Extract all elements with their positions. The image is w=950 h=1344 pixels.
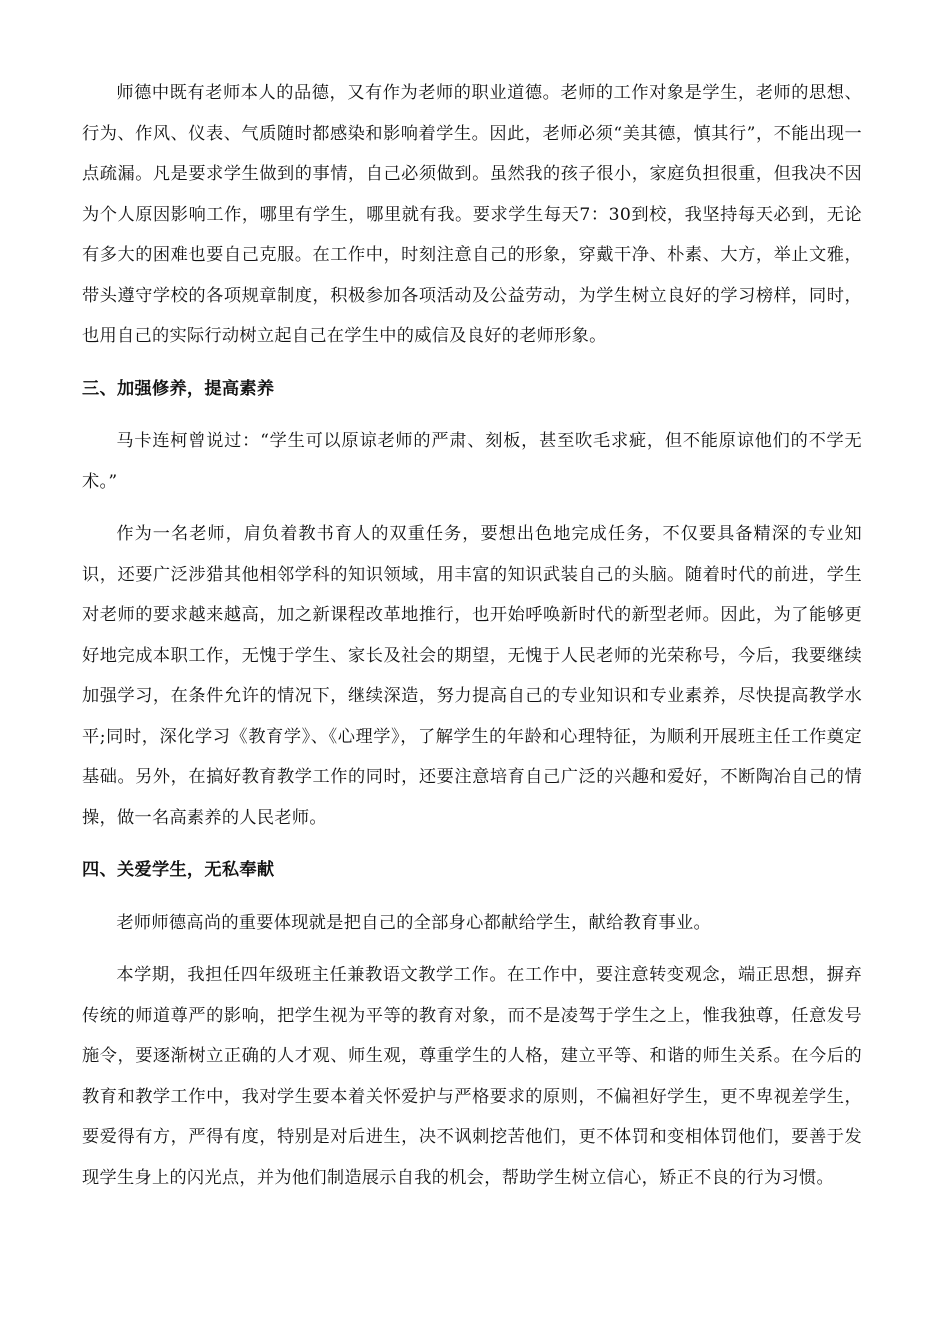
section-heading-4: 四、关爱学生，无私奉献 — [82, 860, 275, 880]
paragraph-makarenko-quote: 马卡连柯曾说过：“学生可以原谅老师的严肃、刻板，甚至吹毛求疵，但不能原谅他们的不学无术。” — [82, 431, 862, 492]
section-heading-3: 三、加强修养，提高素养 — [82, 378, 275, 399]
document-body — [82, 73, 862, 1210]
paragraph-teacher-ethics: 师德中既有老师本人的品德，又有作为老师的职业道德。老师的工作对象是学生，老师的思想、行为、作风、仪表、气质随时都感染和影响着学生。因此，老师必须“美其德，慎其行”，不能出现一点疏漏。凡是要求学生做到的事情，自己必须做到。虽然我的孩子很小，家庭负担很重，但我决不因为个人原因影响工作，哪里有学生，哪里就有我。要求学生每天7：30到校，我坚持每天必到，无论有多大的困难也要自己克服。在工作中，时刻注意自己的形象，穿戴干净、朴素、大方，举止文雅，带头遵守学校的各项规章制度，积极参加各项活动及公益劳动，为学生树立良好的学习榜样，同时，也用自己的实际行动树立起自己在学生中的威信及良好的老师形象。 — [82, 83, 862, 346]
paragraph-continuous-learning: 作为一名老师，肩负着教书育人的双重任务，要想出色地完成任务，不仅要具备精深的专业知识，还要广泛涉猎其他相邻学科的知识领域，用丰富的知识武装自己的头脑。随着时代的前进，学生对老师的要求越来越高，加之新课程改革地推行，也开始呼唤新时代的新型老师。因此，为了能够更好地完成本职工作，无愧于学生、家长及社会的期望，无愧于人民老师的光荣称号，今后，我要继续加强学习，在条件允许的情况下，继续深造，努力提高自己的专业知识和专业素养，尽快提高教学水平;同时，深化学习《教育学》、《心理学》，了解学生的年龄和心理特征，为顺利开展班主任工作奠定基础。另外，在搞好教育教学工作的同时，还要注意培育自己广泛的兴趣和爱好，不断陶冶自己的情操，做一名高素养的人民老师。 — [82, 524, 862, 828]
paragraph-class-teacher: 本学期，我担任四年级班主任兼教语文教学工作。在工作中，要注意转变观念，端正思想，摒弃传统的师道尊严的影响，把学生视为平等的教育对象，而不是凌驾于学生之上，惟我独尊，任意发号施令，要逐渐树立正确的人才观、师生观，尊重学生的人格，建立平等、和谐的师生关系。在今后的教育和教学工作中，我对学生要本着关怀爱护与严格要求的原则，不偏袒好学生，更不卑视差学生，要爱得有方，严得有度，特别是对后进生，决不讽刺挖苦他们，更不体罚和变相体罚他们，要善于发现学生身上的闪光点，并为他们制造展示自我的机会，帮助学生树立信心，矫正不良的行为习惯。 — [82, 965, 862, 1188]
paragraph-dedication: 老师师德高尚的重要体现就是把自己的全部身心都献给学生，献给教育事业。 — [116, 912, 711, 933]
